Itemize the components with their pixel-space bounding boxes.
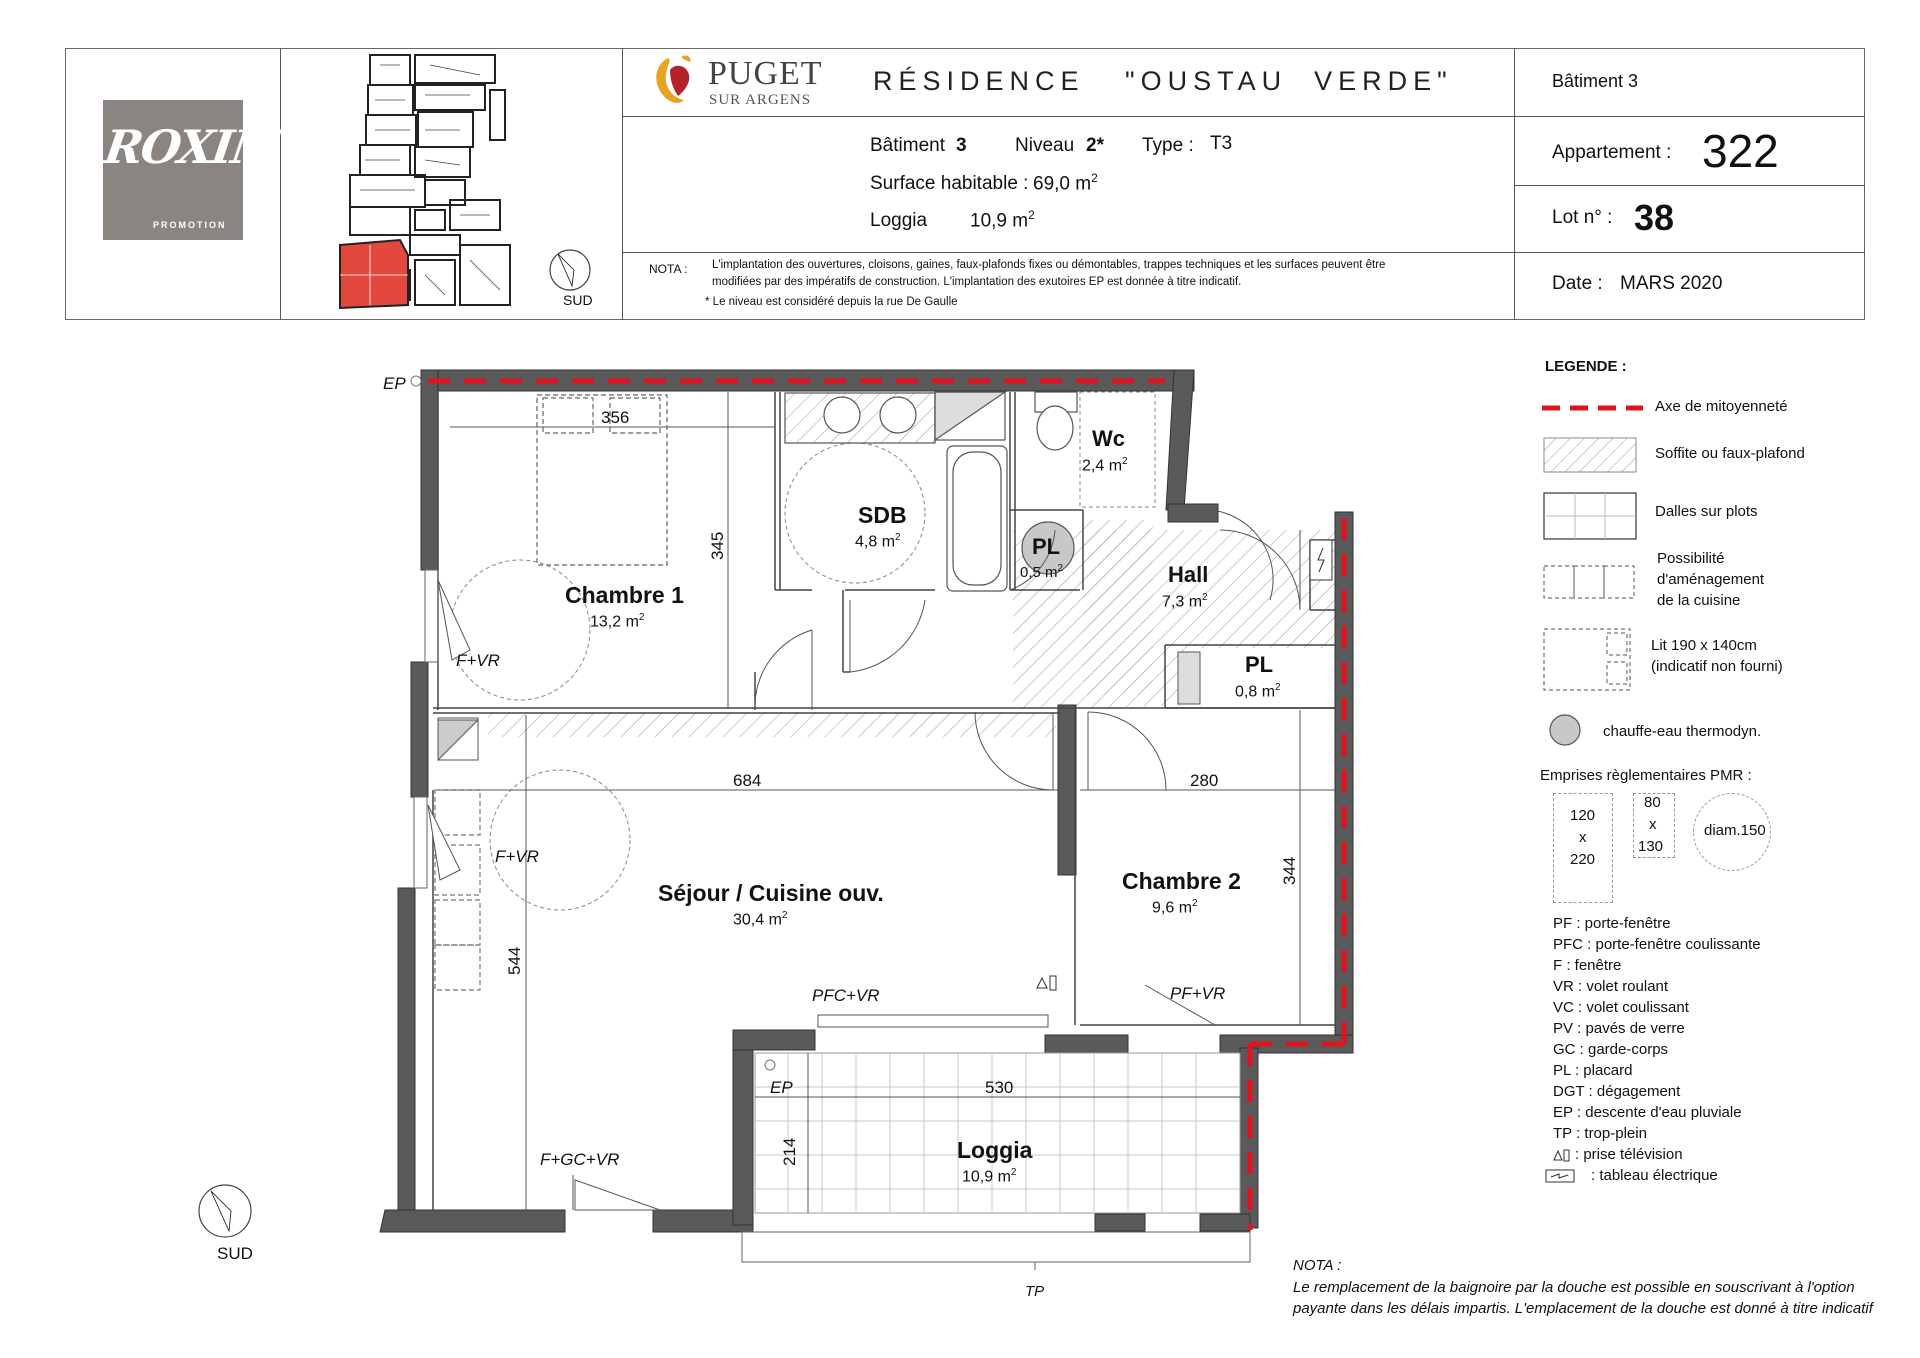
room-hall-name: Hall <box>1168 562 1209 587</box>
pmr1-b: x <box>1579 829 1587 846</box>
appartement-label: Appartement : <box>1552 142 1672 163</box>
legend-abbr-item: : tableau électrique <box>1591 1167 1718 1184</box>
room-chambre1-area: 13,2 $m^2$ <box>590 612 645 631</box>
appartement-value: 322 <box>1702 125 1779 177</box>
room-chambre1-name: Chambre 1 <box>565 582 684 608</box>
ep-label-2: EP <box>770 1078 793 1097</box>
room-wc-area: 2,4 $m^2$ <box>1082 456 1128 475</box>
bottom-nota-line2: payante dans les délais impartis. L'emplacement de la douche est donné à titre indicatif <box>1293 1300 1873 1317</box>
room-sejour-area: 30,4 $m^2$ <box>733 910 788 929</box>
legend-pmr-title: Emprises règlementaires PMR : <box>1540 767 1752 784</box>
opening-pfcvr: PFC+VR <box>812 986 880 1005</box>
legend-abbr-item: DGT : dégagement <box>1553 1083 1681 1100</box>
room-loggia-area: 10,9 $m^2$ <box>962 1167 1017 1186</box>
legend-soffite: Soffite ou faux-plafond <box>1655 445 1805 462</box>
pmr1-c: 220 <box>1570 851 1596 868</box>
legend-abbr-item: EP : descente d'eau pluviale <box>1553 1104 1742 1121</box>
legend-lit-1: Lit 190 x 140cm <box>1651 637 1757 654</box>
room-wc-name: Wc <box>1092 426 1125 451</box>
residence-title: RÉSIDENCE "OUSTAU VERDE" <box>873 66 1453 96</box>
lot-value: 38 <box>1634 197 1675 238</box>
legend-cuisine-symbol <box>1543 565 1637 599</box>
kitchen-boxes <box>435 790 480 990</box>
dim-214: 214 <box>780 1137 799 1166</box>
legend-electric-panel-icon <box>1545 1169 1575 1183</box>
date-value: MARS 2020 <box>1620 273 1723 294</box>
nota-line1: L'implantation des ouvertures, cloisons, gaines, faux-plafonds fixes ou démontables, trappes techniques et les surfaces peuvent être <box>712 259 1386 271</box>
legend-abbr-item: VR : volet roulant <box>1553 978 1669 995</box>
pmr2-a: 80 <box>1644 794 1661 811</box>
puget-logo-sub: SUR ARGENS <box>709 92 812 108</box>
room-pl2-area: 0,8 $m^2$ <box>1235 682 1281 701</box>
legend-cuisine-2: d'aménagement <box>1657 571 1765 588</box>
keyplan-compass-label: SUD <box>563 292 593 308</box>
room-loggia-name: Loggia <box>957 1137 1033 1163</box>
surface-label: Surface habitable : <box>870 173 1029 194</box>
date-label: Date : <box>1552 273 1603 294</box>
dim-280: 280 <box>1190 771 1219 790</box>
dim-344: 344 <box>1280 856 1299 885</box>
pmr2-c: 130 <box>1638 838 1664 855</box>
lot-label: Lot n° : <box>1552 207 1613 228</box>
dim-530: 530 <box>985 1078 1014 1097</box>
legend-dalles: Dalles sur plots <box>1655 503 1758 520</box>
legend-cuisine-3: de la cuisine <box>1657 592 1741 609</box>
dim-356: 356 <box>601 408 630 427</box>
batiment-value: 3 <box>956 135 967 156</box>
legend-abbr-item: PFC : porte-fenêtre coulissante <box>1553 936 1761 953</box>
legend-abbr-item: GC : garde-corps <box>1553 1041 1669 1058</box>
loggia-label: Loggia <box>870 210 928 231</box>
legend-pmr-box-2 <box>1633 793 1675 858</box>
opening-pfvr: PF+VR <box>1170 984 1226 1003</box>
plan-compass-label: SUD <box>217 1244 253 1263</box>
legend-lit-2: (indicatif non fourni) <box>1651 658 1783 675</box>
nota-label: NOTA : <box>649 262 688 276</box>
legend-abbr-item: F : fenêtre <box>1553 957 1622 974</box>
legend-dalles-symbol <box>1543 492 1637 540</box>
legend-abbr-item: TP : trop-plein <box>1553 1125 1647 1142</box>
room-pl1-area: 0,5 $m^2$ <box>1020 563 1064 581</box>
room-sdb-area: 4,8 $m^2$ <box>855 532 901 551</box>
legend-pmr-box-1 <box>1553 793 1613 903</box>
bottom-nota-label: NOTA : <box>1293 1257 1342 1274</box>
legend-abbr-item: VC : volet coulissant <box>1553 999 1689 1016</box>
legend-pmr-circle <box>1693 793 1771 871</box>
batiment-label: Bâtiment <box>870 135 945 156</box>
dim-345: 345 <box>708 531 727 560</box>
legend-chauffe-eau-symbol <box>1548 713 1582 747</box>
opening-fvr-1: F+VR <box>456 651 500 670</box>
legend-tv-icon <box>1553 1148 1571 1162</box>
puget-logo-main: PUGET <box>708 55 823 92</box>
legend-mitoyennete: Axe de mitoyenneté <box>1655 398 1788 415</box>
legend-chauffe-eau: chauffe-eau thermodyn. <box>1603 723 1762 740</box>
loggia-value: 10,9 $m^2$ <box>970 208 1035 232</box>
niveau-label: Niveau <box>1015 135 1075 156</box>
roxim-logo-tag: PROMOTION <box>153 220 227 230</box>
room-chambre2-area: 9,6 $m^2$ <box>1152 898 1198 917</box>
loggia-grid <box>755 1053 1240 1213</box>
pmr2-b: x <box>1649 816 1657 833</box>
opening-fgcvr: F+GC+VR <box>540 1150 620 1169</box>
tv-socket-icon <box>1037 976 1056 990</box>
legend-title: LEGENDE : <box>1545 358 1627 375</box>
legend-abbr-item: PF : porte-fenêtre <box>1553 915 1671 932</box>
niveau-value: 2* <box>1086 135 1104 156</box>
right-batiment: Bâtiment 3 <box>1552 71 1639 91</box>
legend-abbr-item: PL : placard <box>1553 1062 1633 1079</box>
room-chambre2-name: Chambre 2 <box>1122 868 1241 894</box>
opening-fvr-2: F+VR <box>495 847 539 866</box>
bottom-nota-line1: Le remplacement de la baignoire par la douche est possible en souscrivant à l'option <box>1293 1279 1855 1296</box>
nota-line2: modifiées par des impératifs de construction. L'implantation des exutoires EP est donnée à titre indicatif. <box>712 276 1242 288</box>
legend-abbreviations <box>1553 913 1853 1186</box>
dim-544: 544 <box>505 946 524 975</box>
room-pl1-name: PL <box>1032 534 1061 559</box>
surface-value: 69,0 $m^2$ <box>1033 171 1098 195</box>
loggia-railing <box>742 1232 1250 1270</box>
ep-label-1: EP <box>383 374 406 393</box>
legend-soffite-symbol <box>1543 437 1637 473</box>
pmr3: diam.150 <box>1704 822 1766 839</box>
legend-abbr-item: PV : pavés de verre <box>1553 1020 1685 1037</box>
roxim-logo-text: ROXIM <box>101 120 285 174</box>
type-value: T3 <box>1210 133 1233 154</box>
room-pl2-name: PL <box>1245 652 1274 677</box>
legend-bed-symbol <box>1543 628 1633 692</box>
legend-mitoyennete-symbol <box>1540 400 1645 416</box>
pmr1-a: 120 <box>1570 807 1596 824</box>
room-hall-area: 7,3 $m^2$ <box>1162 592 1208 611</box>
nota-line3: * Le niveau est considéré depuis la rue De Gaulle <box>705 296 958 308</box>
legend-cuisine-1: Possibilité <box>1657 550 1725 567</box>
plan-compass-icon <box>197 1183 253 1239</box>
room-sejour-name: Séjour / Cuisine ouv. <box>658 880 884 906</box>
type-label: Type : <box>1142 135 1194 156</box>
electric-panel-icon <box>1310 540 1332 580</box>
legend-abbr-item: : prise télévision <box>1575 1146 1683 1163</box>
dim-684: 684 <box>733 771 762 790</box>
room-sdb-name: SDB <box>858 502 907 528</box>
tp-label: TP <box>1025 1283 1045 1300</box>
